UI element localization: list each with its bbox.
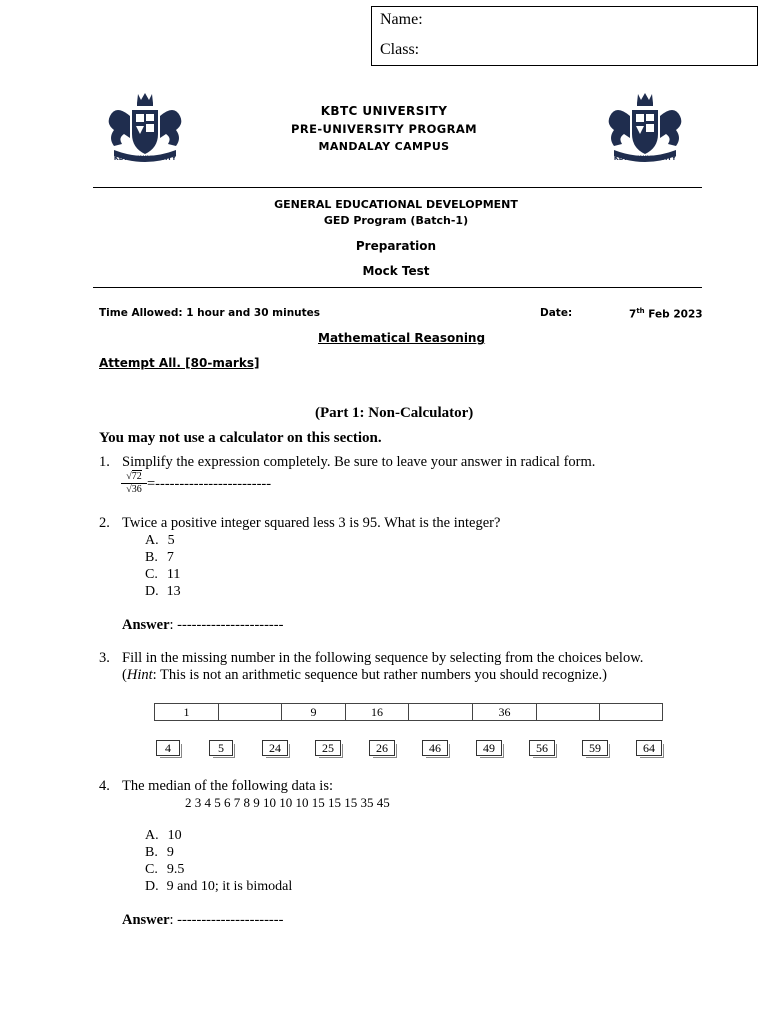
q2-option-d: D. 13 <box>145 584 181 599</box>
svg-text:KBTC UNIVERSITY: KBTC UNIVERSITY <box>613 155 677 162</box>
q4-option-b: B. 9 <box>145 845 174 860</box>
sqrt-symbol: √ <box>126 471 132 482</box>
university-name: KBTC UNIVERSITY <box>320 104 448 118</box>
sequence-cell: 9 <box>282 704 346 720</box>
choice-box: 49 <box>476 740 502 756</box>
q3-number: 3. <box>99 650 110 666</box>
class-label: Class: <box>380 41 420 58</box>
choice-box: 59 <box>582 740 608 756</box>
part-heading: (Part 1: Non-Calculator) <box>315 405 474 421</box>
name-label: Name: <box>380 11 423 28</box>
sequence-cell <box>600 704 662 720</box>
choice-box: 64 <box>636 740 662 756</box>
q1-text: Simplify the expression completely. Be sure to leave your answer in radical form. <box>122 454 596 470</box>
date-value: 7th Feb 2023 <box>629 307 703 321</box>
choice-box: 4 <box>156 740 180 756</box>
sequence-cell: 36 <box>473 704 537 720</box>
exam-preparation: Preparation <box>355 239 437 253</box>
q4-option-a: A. 10 <box>145 828 182 843</box>
q2-option-b: B. 7 <box>145 550 174 565</box>
exam-batch: GED Program (Batch-1) <box>323 214 469 227</box>
attempt-instruction: Attempt All. [80-marks] <box>99 356 260 370</box>
q1-fraction: √72 √36 <box>121 471 147 495</box>
campus-name: MANDALAY CAMPUS <box>318 140 450 153</box>
choice-box: 26 <box>369 740 395 756</box>
q2-answer: Answer: ---------------------- <box>122 617 284 633</box>
q2-option-a: A. 5 <box>145 533 175 548</box>
sqrt-symbol: √ <box>126 484 132 495</box>
choice-box: 46 <box>422 740 448 756</box>
q3-text: Fill in the missing number in the following sequence by selecting from the choices below. <box>122 650 644 666</box>
sequence-cell: 1 <box>155 704 219 720</box>
q2-number: 2. <box>99 515 110 531</box>
q4-text: The median of the following data is: <box>122 778 334 794</box>
sequence-cell <box>537 704 600 720</box>
sequence-table <box>154 703 663 721</box>
choice-box: 25 <box>315 740 341 756</box>
q1-number: 1. <box>99 454 110 470</box>
choice-box: 24 <box>262 740 288 756</box>
header-rule-bottom <box>93 287 702 288</box>
date-label: Date: <box>540 307 573 319</box>
q3-hint: (Hint: This is not an arithmetic sequence but rather numbers you should recognize.) <box>122 667 607 683</box>
q2-text: Twice a positive integer squared less 3 is 95. What is the integer? <box>122 515 501 531</box>
choice-box: 5 <box>209 740 233 756</box>
svg-text:KBTC UNIVERSITY: KBTC UNIVERSITY <box>113 155 177 162</box>
q2-option-c: C. 11 <box>145 567 181 582</box>
q4-option-d: D. 9 and 10; it is bimodal <box>145 879 293 894</box>
sequence-cell <box>409 704 473 720</box>
name-class-box <box>371 6 758 66</box>
q4-number: 4. <box>99 778 110 794</box>
q4-data: 2 3 4 5 6 7 8 9 10 10 10 15 15 15 35 45 <box>185 795 390 810</box>
q4-answer: Answer: ---------------------- <box>122 912 284 928</box>
time-allowed: Time Allowed: 1 hour and 30 minutes <box>99 307 321 319</box>
sequence-cell: 16 <box>346 704 409 720</box>
choice-box: 56 <box>529 740 555 756</box>
header-rule-top <box>93 187 702 188</box>
q1-answer-blank: =------------------------ <box>147 476 272 492</box>
q3-choices <box>0 740 768 760</box>
subject-title: Mathematical Reasoning <box>318 331 486 345</box>
sequence-cell <box>219 704 282 720</box>
exam-mock: Mock Test <box>362 264 430 278</box>
calculator-notice: You may not use a calculator on this section. <box>99 430 382 446</box>
program-name: PRE-UNIVERSITY PROGRAM <box>291 122 477 136</box>
q4-option-c: C. 9.5 <box>145 862 185 877</box>
exam-title: GENERAL EDUCATIONAL DEVELOPMENT <box>274 198 518 211</box>
